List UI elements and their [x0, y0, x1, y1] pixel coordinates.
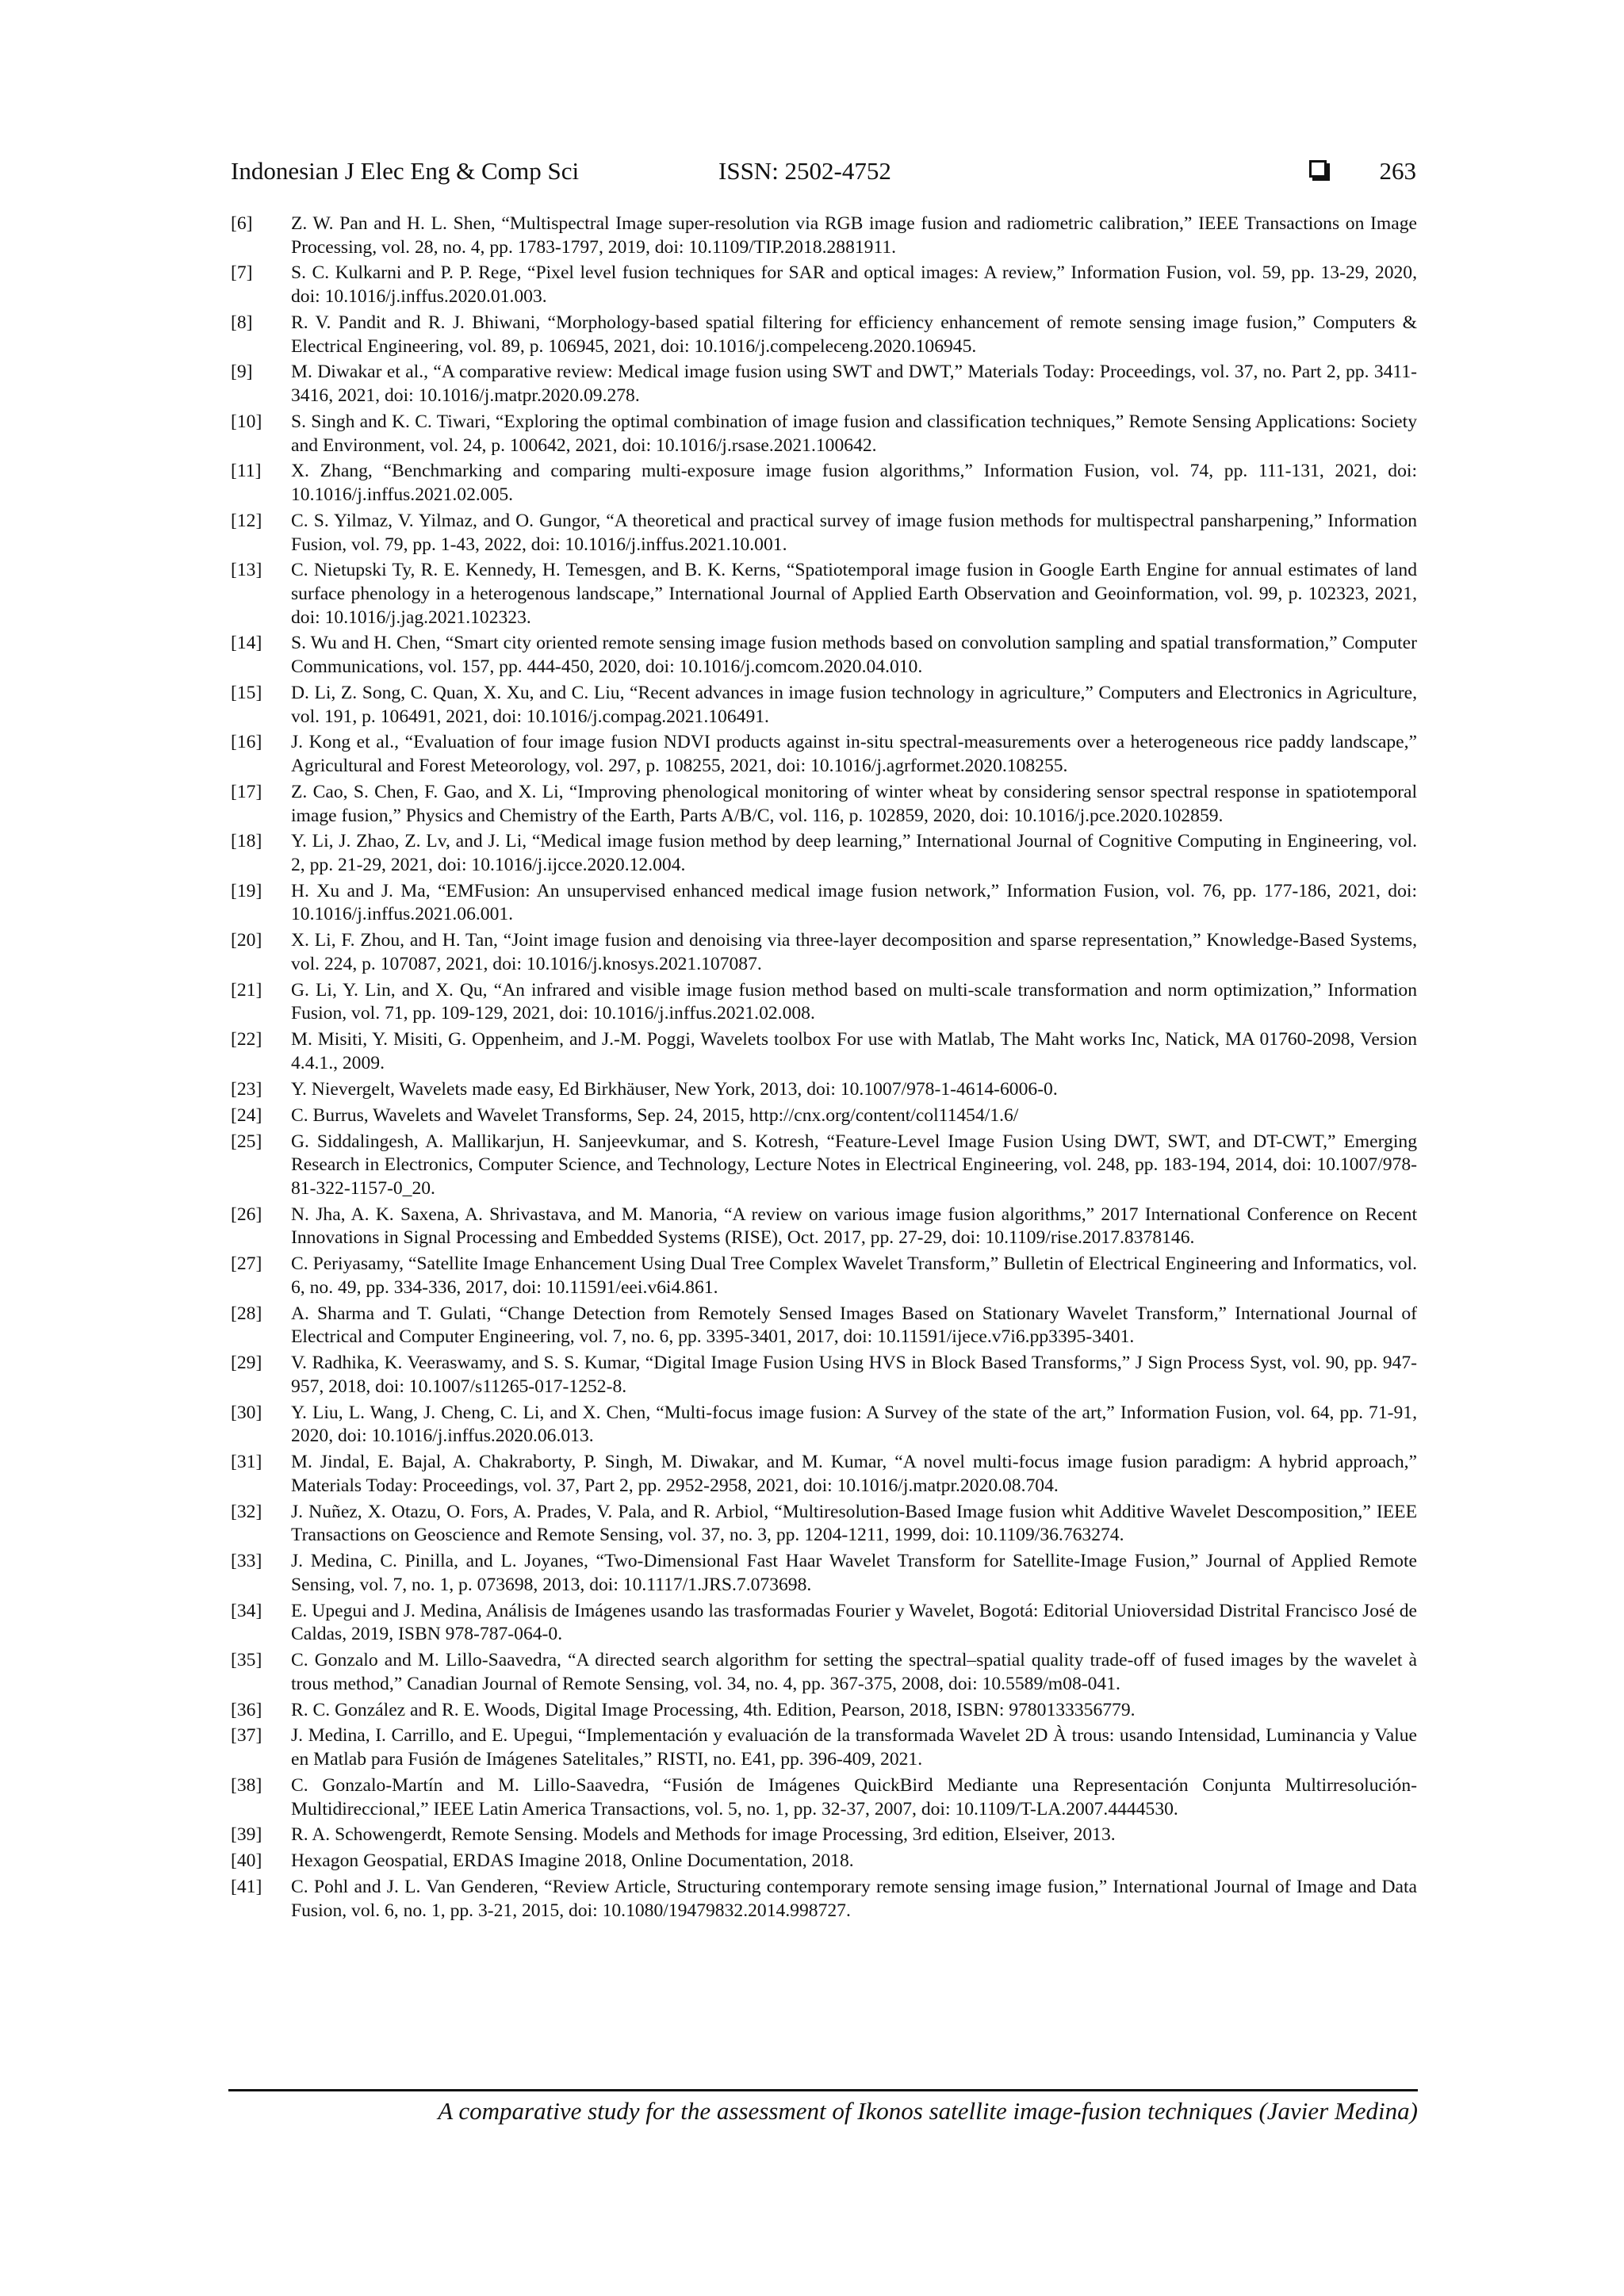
reference-item	[231, 1131, 1417, 1201]
reference-text: C. Gonzalo-Martín and M. Lillo-Saavedra, “Fusión de Imágenes QuickBird Mediante una Representación Conjunta Multirresolución-Multidireccional,” IEEE Latin America Transactions, vol. 5, no. 1, pp. 32-37, 2007, doi: 10.1109/T-LA.2007.4444530.	[291, 1774, 1417, 1820]
reference-item	[231, 212, 1417, 259]
reference-number: [34]	[231, 1600, 262, 1621]
reference-text: S. Wu and H. Chen, “Smart city oriented remote sensing image fusion methods based on convolution sampling and spatial transformation,” Computer Communications, vol. 157, pp. 444-450, 2020, doi: 10.1016/j.comcom.2020.04.010.	[291, 633, 1417, 678]
reference-item	[231, 559, 1417, 629]
reference-text: C. Nietupski Ty, R. E. Kennedy, H. Temesgen, and B. K. Kerns, “Spatiotemporal image fusion in Google Earth Engine for annual estimates of land surface phenology in a heterogenous landscape,” International Journal of Applied Earth Observation and Geoinformation, vol. 99, p. 102323, 2021, doi: 10.1016/j.jag.2021.102323.	[291, 560, 1417, 628]
square-bullet-icon	[1309, 160, 1327, 178]
reference-item	[231, 632, 1417, 679]
reference-number: [22]	[231, 1029, 262, 1050]
reference-item	[231, 781, 1417, 828]
reference-item	[231, 880, 1417, 927]
reference-text: M. Diwakar et al., “A comparative review: Medical image fusion using SWT and DWT,” Materials Today: Proceedings, vol. 37, no. Part 2, pp. 3411-3416, 2021, doi: 10.1016/j.matpr.2020.09.278.	[291, 362, 1417, 407]
reference-number: [24]	[231, 1104, 262, 1126]
reference-number: [37]	[231, 1725, 262, 1747]
reference-number: [29]	[231, 1353, 262, 1374]
reference-text: C. S. Yilmaz, V. Yilmaz, and O. Gungor, “A theoretical and practical survey of image fusion methods for multispectral pansharpening,” Information Fusion, vol. 79, pp. 1-43, 2022, doi: 10.1016/j.inffus.2021.10.001.	[291, 510, 1417, 555]
reference-number: [12]	[231, 510, 262, 531]
reference-number: [7]	[231, 262, 253, 284]
reference-item	[231, 1876, 1417, 1923]
reference-number: [16]	[231, 732, 262, 753]
journal-name: Indonesian J Elec Eng & Comp Sci	[231, 157, 580, 185]
reference-item	[231, 1850, 1417, 1873]
reference-text: D. Li, Z. Song, C. Quan, X. Xu, and C. Liu, “Recent advances in image fusion technology in agriculture,” Computers and Electronics in Agriculture, vol. 191, p. 106491, 2021, doi: 10.1016/j.compag.2021.106491.	[291, 682, 1417, 727]
reference-number: [41]	[231, 1877, 262, 1898]
reference-item	[231, 830, 1417, 877]
reference-item	[231, 1253, 1417, 1299]
reference-number: [35]	[231, 1650, 262, 1671]
reference-item	[231, 1028, 1417, 1075]
reference-number: [8]	[231, 312, 253, 333]
reference-item	[231, 411, 1417, 457]
reference-number: [36]	[231, 1699, 262, 1720]
reference-number: [17]	[231, 781, 262, 802]
reference-number: [30]	[231, 1402, 262, 1423]
reference-item	[231, 312, 1417, 358]
reference-item	[231, 1600, 1417, 1647]
reference-text: J. Medina, I. Carrillo, and E. Upegui, “Implementación y evaluación de la transformada Wavelet 2D À trous: usando Intensidad, Luminancia y Value en Matlab para Fusión de Imágenes Satelitales,” RISTI, no. E41, pp. 396-409, 2021.	[291, 1725, 1417, 1770]
reference-item	[231, 1649, 1417, 1696]
reference-item	[231, 361, 1417, 408]
reference-number: [25]	[231, 1131, 262, 1152]
reference-text: N. Jha, A. K. Saxena, A. Shrivastava, and M. Manoria, “A review on various image fusion algorithms,” 2017 International Conference on Recent Innovations in Signal Processing and Embedded Systems (RISE), Oct. 2017, pp. 27-29, doi: 10.1109/rise.2017.8378146.	[291, 1203, 1417, 1249]
page-header	[231, 153, 1416, 189]
reference-text: J. Medina, C. Pinilla, and L. Joyanes, “Two-Dimensional Fast Haar Wavelet Transform for Satellite-Image Fusion,” Journal of Applied Remote Sensing, vol. 7, no. 1, p. 073698, 2013, doi: 10.1117/1.JRS.7.073698.	[291, 1551, 1417, 1595]
reference-text: R. A. Schowengerdt, Remote Sensing. Models and Methods for image Processing, 3rd edition, Elseiver, 2013.	[291, 1824, 1116, 1846]
reference-text: C. Periyasamy, “Satellite Image Enhancement Using Dual Tree Complex Wavelet Transform,” Bulletin of Electrical Engineering and Informatics, vol. 6, no. 49, pp. 334-336, 2017, doi: 10.11591/eei.v6i4.861.	[291, 1253, 1417, 1298]
reference-text: M. Jindal, E. Bajal, A. Chakraborty, P. Singh, M. Diwakar, and M. Kumar, “A novel multi-focus image fusion paradigm: A hybrid approach,” Materials Today: Proceedings, vol. 37, Part 2, pp. 2952-2958, 2021, doi: 10.1016/j.matpr.2020.08.704.	[291, 1452, 1417, 1496]
reference-number: [15]	[231, 682, 262, 703]
reference-text: Z. W. Pan and H. L. Shen, “Multispectral Image super-resolution via RGB image fusion and radiometric calibration,” IEEE Transactions on Image Processing, vol. 28, no. 4, pp. 1783-1797, 2019, doi: 10.1109/TIP.2018.2881911.	[291, 213, 1417, 258]
reference-number: [19]	[231, 880, 262, 901]
reference-number: [28]	[231, 1303, 262, 1324]
reference-item	[231, 731, 1417, 778]
reference-item	[231, 979, 1417, 1026]
reference-text: Z. Cao, S. Chen, F. Gao, and X. Li, “Improving phenological monitoring of winter wheat by considering sensor spectral response in spatiotemporal image fusion,” Physics and Chemistry of the Earth, Parts A/B/C, vol. 116, p. 102859, 2020, doi: 10.1016/j.pce.2020.102859.	[291, 781, 1417, 826]
reference-item	[231, 1451, 1417, 1498]
reference-number: [40]	[231, 1850, 262, 1872]
reference-item	[231, 262, 1417, 308]
reference-text: Y. Liu, L. Wang, J. Cheng, C. Li, and X. Chen, “Multi-focus image fusion: A Survey of the state of the art,” Information Fusion, vol. 64, pp. 71-91, 2020, doi: 10.1016/j.inffus.2020.06.013.	[291, 1402, 1417, 1447]
reference-item	[231, 510, 1417, 557]
reference-text: X. Zhang, “Benchmarking and comparing multi-exposure image fusion algorithms,” Information Fusion, vol. 74, pp. 111-131, 2021, doi: 10.1016/j.inffus.2021.02.005.	[291, 461, 1417, 506]
reference-number: [21]	[231, 979, 262, 1001]
reference-text: S. Singh and K. C. Tiwari, “Exploring the optimal combination of image fusion and classification techniques,” Remote Sensing Applications: Society and Environment, vol. 24, p. 100642, 2021, doi: 10.1016/j.rsase.2021.100642.	[291, 411, 1417, 456]
reference-text: J. Kong et al., “Evaluation of four image fusion NDVI products against in-situ spectral-measurements over a heterogeneous rice paddy landscape,” Agricultural and Forest Meteorology, vol. 297, p. 108255, 2021, doi: 10.1016/j.agrformet.2020.108255.	[291, 732, 1417, 777]
reference-item	[231, 1774, 1417, 1821]
reference-text: S. C. Kulkarni and P. P. Rege, “Pixel level fusion techniques for SAR and optical images: A review,” Information Fusion, vol. 59, pp. 13-29, 2020, doi: 10.1016/j.inffus.2020.01.003.	[291, 262, 1417, 308]
reference-text: R. C. González and R. E. Woods, Digital Image Processing, 4th. Edition, Pearson, 2018, ISBN: 9780133356779.	[291, 1699, 1136, 1720]
reference-text: J. Nuñez, X. Otazu, O. Fors, A. Prades, V. Pala, and R. Arbiol, “Multiresolution-Based Image fusion whit Additive Wavelet Descomposition,” IEEE Transactions on Geoscience and Remote Sensing, vol. 37, no. 3, pp. 1204-1211, 1999, doi: 10.1109/36.763274.	[291, 1501, 1417, 1546]
reference-item	[231, 1203, 1417, 1250]
reference-number: [20]	[231, 930, 262, 951]
reference-text: X. Li, F. Zhou, and H. Tan, “Joint image fusion and denoising via three-layer decomposition and sparse representation,” Knowledge-Based Systems, vol. 224, p. 107087, 2021, doi: 10.1016/j.knosys.2021.107087.	[291, 930, 1417, 974]
reference-number: [33]	[231, 1551, 262, 1572]
reference-text: V. Radhika, K. Veeraswamy, and S. S. Kumar, “Digital Image Fusion Using HVS in Block Based Transforms,” J Sign Process Syst, vol. 90, pp. 947-957, 2018, doi: 10.1007/s11265-017-1252-8.	[291, 1353, 1417, 1397]
reference-number: [10]	[231, 411, 262, 432]
reference-item	[231, 1352, 1417, 1399]
reference-text: H. Xu and J. Ma, “EMFusion: An unsupervised enhanced medical image fusion network,” Information Fusion, vol. 76, pp. 177-186, 2021, doi: 10.1016/j.inffus.2021.06.001.	[291, 880, 1417, 925]
reference-number: [27]	[231, 1253, 262, 1275]
reference-text: C. Pohl and J. L. Van Genderen, “Review Article, Structuring contemporary remote sensing image fusion,” International Journal of Image and Data Fusion, vol. 6, no. 1, pp. 3-21, 2015, doi: 10.1080/19479832.2014.998727.	[291, 1877, 1417, 1921]
reference-text: G. Li, Y. Lin, and X. Qu, “An infrared and visible image fusion method based on multi-scale transformation and norm optimization,” Information Fusion, vol. 71, pp. 109-129, 2021, doi: 10.1016/j.inffus.2021.02.008.	[291, 979, 1417, 1024]
reference-text: A. Sharma and T. Gulati, “Change Detection from Remotely Sensed Images Based on Stationary Wavelet Transform,” International Journal of Electrical and Computer Engineering, vol. 7, no. 6, pp. 3395-3401, 2017, doi: 10.11591/ijece.v7i6.pp3395-3401.	[291, 1303, 1417, 1348]
reference-number: [38]	[231, 1774, 262, 1796]
reference-number: [18]	[231, 831, 262, 852]
reference-item	[231, 929, 1417, 976]
reference-item	[231, 1501, 1417, 1548]
reference-item	[231, 460, 1417, 507]
issn-label: ISSN: 2502-4752	[718, 157, 891, 185]
reference-number: [32]	[231, 1501, 262, 1522]
reference-number: [6]	[231, 213, 253, 234]
page-footer: A comparative study for the assessment of Ikonos satellite image-fusion techniques (Javier Medina)	[438, 2097, 1418, 2125]
reference-number: [11]	[231, 461, 262, 482]
reference-text: Y. Nievergelt, Wavelets made easy, Ed Birkhäuser, New York, 2013, doi: 10.1007/978-1-4614-6006-0.	[291, 1078, 1058, 1100]
reference-item	[231, 1699, 1417, 1723]
reference-text: R. V. Pandit and R. J. Bhiwani, “Morphology-based spatial filtering for efficiency enhancement of remote sensing image fusion,” Computers & Electrical Engineering, vol. 89, p. 106945, 2021, doi: 10.1016/j.compeleceng.2020.106945.	[291, 312, 1417, 357]
reference-item	[231, 682, 1417, 729]
reference-text: M. Misiti, Y. Misiti, G. Oppenheim, and J.-M. Poggi, Wavelets toolbox For use with Matlab, The Maht works Inc, Natick, MA 01760-2098, Version 4.4.1., 2009.	[291, 1029, 1417, 1073]
footer-divider	[228, 2089, 1418, 2091]
reference-number: [9]	[231, 362, 253, 383]
reference-text: C. Burrus, Wavelets and Wavelet Transforms, Sep. 24, 2015, http://cnx.org/content/col11454/1.6/	[291, 1104, 1019, 1126]
reference-text: G. Siddalingesh, A. Mallikarjun, H. Sanjeevkumar, and S. Kotresh, “Feature-Level Image Fusion Using DWT, SWT, and DT-CWT,” Emerging Research in Electronics, Computer Science, and Technology, Lecture Notes in Electrical Engineering, vol. 248, pp. 183-194, 2014, doi: 10.1007/978-81-322-1157-0_20.	[291, 1131, 1417, 1199]
reference-number: [14]	[231, 633, 262, 654]
reference-text: E. Upegui and J. Medina, Análisis de Imágenes usando las trasformadas Fourier y Wavelet, Bogotá: Editorial Unioversidad Distrital Francisco José de Caldas, 2019, ISBN 978-787-064-0.	[291, 1600, 1417, 1645]
reference-item	[231, 1724, 1417, 1771]
reference-text: C. Gonzalo and M. Lillo-Saavedra, “A directed search algorithm for setting the spectral–spatial quality trade-off of fused images by the wavelet à trous method,” Canadian Journal of Remote Sensing, vol. 34, no. 4, pp. 367-375, 2008, doi: 10.5589/m08-041.	[291, 1650, 1417, 1694]
page-number: 263	[1379, 157, 1416, 185]
reference-item	[231, 1550, 1417, 1597]
reference-number: [13]	[231, 560, 262, 581]
reference-item	[231, 1303, 1417, 1349]
reference-number: [31]	[231, 1452, 262, 1473]
reference-number: [23]	[231, 1078, 262, 1100]
reference-number: [26]	[231, 1203, 262, 1225]
reference-number: [39]	[231, 1824, 262, 1846]
reference-item	[231, 1104, 1417, 1128]
reference-item	[231, 1402, 1417, 1448]
reference-text: Y. Li, J. Zhao, Z. Lv, and J. Li, “Medical image fusion method by deep learning,” International Journal of Cognitive Computing in Engineering, vol. 2, pp. 21-29, 2021, doi: 10.1016/j.ijcce.2020.12.004.	[291, 831, 1417, 875]
reference-list	[231, 212, 1417, 1926]
reference-item	[231, 1078, 1417, 1102]
reference-item	[231, 1823, 1417, 1847]
reference-text: Hexagon Geospatial, ERDAS Imagine 2018, Online Documentation, 2018.	[291, 1850, 854, 1872]
